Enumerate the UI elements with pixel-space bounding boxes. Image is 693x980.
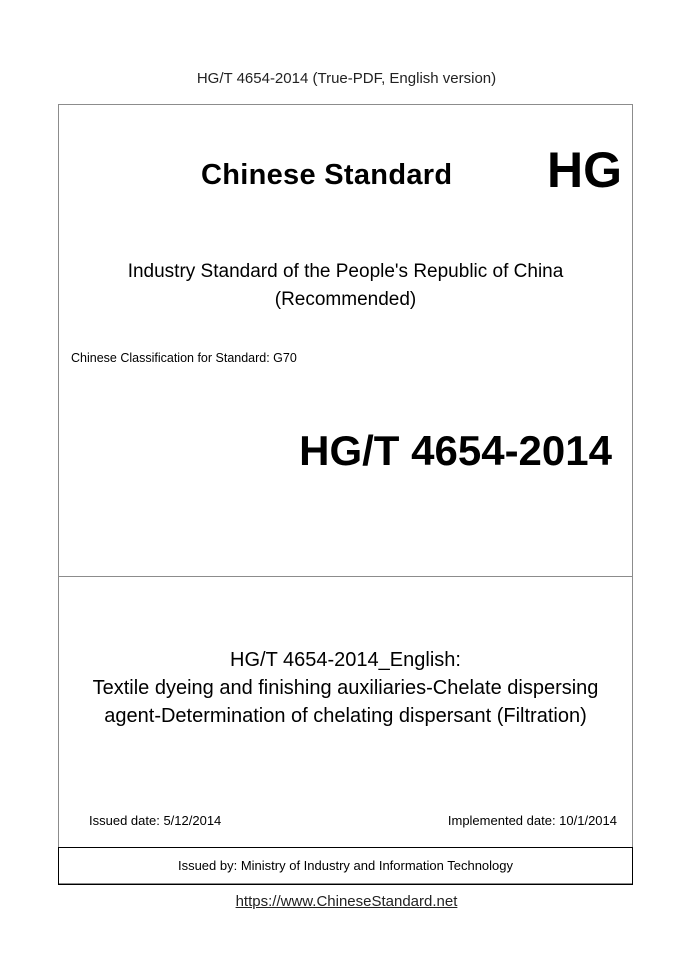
- classification-label: Chinese Classification for Standard: G70: [71, 351, 297, 365]
- standard-code-mark: HG: [547, 142, 622, 198]
- cover-title: Chinese Standard: [201, 159, 453, 191]
- document-header: HG/T 4654-2014 (True-PDF, English version): [196, 70, 497, 87]
- issued-date: Issued date: 5/12/2014: [89, 813, 222, 828]
- cover-description-section: [59, 577, 632, 847]
- implemented-date: Implemented date: 10/1/2014: [447, 813, 617, 828]
- description-line-3: agent-Determination of chelating dispersant (Filtration): [104, 705, 587, 727]
- website-link[interactable]: https://www.ChineseStandard.net: [235, 893, 458, 910]
- description-line-1: HG/T 4654-2014_English:: [230, 649, 461, 671]
- recommended-label: (Recommended): [274, 289, 417, 310]
- issuer-box: Issued by: Ministry of Industry and Information Technology: [58, 847, 633, 885]
- description-line-2: Textile dyeing and finishing auxiliaries-Chelate dispersing: [92, 677, 599, 699]
- cover-frame: [58, 104, 633, 884]
- standard-number: HG/T 4654-2014: [299, 427, 612, 474]
- cover-top-section: [59, 105, 632, 577]
- industry-standard-line: Industry Standard of the People's Republic of China: [127, 261, 564, 282]
